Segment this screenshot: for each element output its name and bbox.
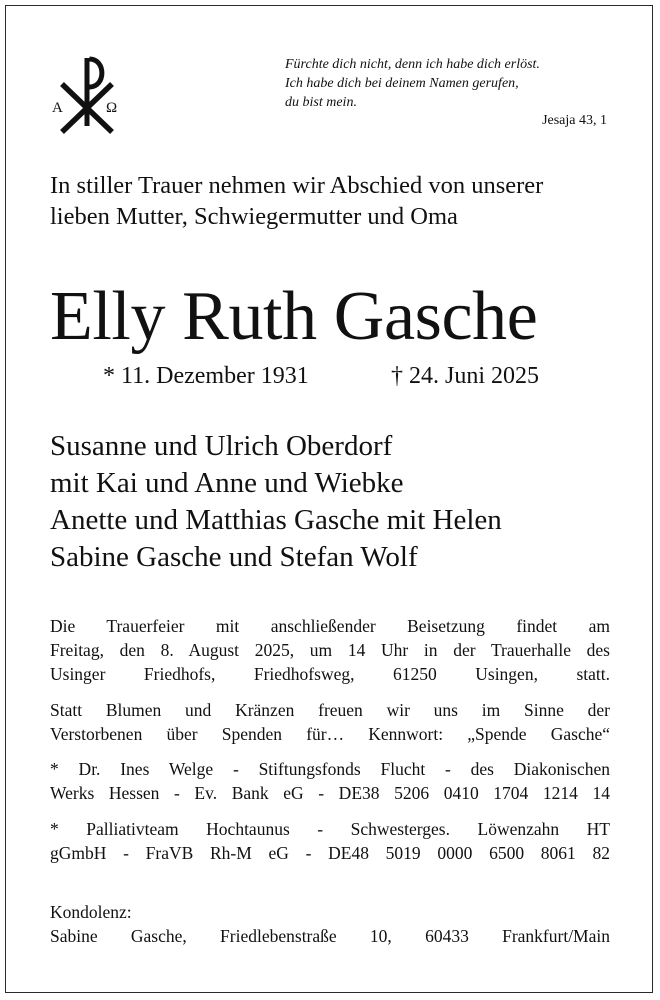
condolence-block [50, 900, 610, 948]
quote-reference: Jesaja 43, 1 [542, 113, 607, 128]
funeral-line: Die Trauerfeier mit anschließender Beisetzung findet am [50, 616, 610, 636]
alpha-glyph: A [52, 100, 63, 116]
intro-text [50, 170, 615, 232]
life-dates [0, 360, 660, 394]
bible-quote [285, 55, 615, 112]
quote-line: du bist mein. [285, 95, 357, 110]
family-line: Susanne und Ulrich Oberdorf [50, 430, 393, 462]
omega-glyph: Ω [106, 100, 118, 116]
quote-line: Ich habe dich bei deinem Namen gerufen, [285, 76, 519, 91]
donation-line: Verstorbenen über Spenden für… Kennwort: „Spende Gasche“ [50, 724, 610, 744]
deceased-name: Elly Ruth Gasche [50, 278, 538, 355]
chi-rho-icon [50, 54, 126, 134]
recipient-line: * Palliativteam Hochtaunus - Schwesterges. Löwenzahn HT [50, 819, 610, 839]
recipient-line: Werks Hessen - Ev. Bank eG - DE38 5206 0410 1704 1214 14 [50, 783, 610, 803]
funeral-line: Freitag, den 8. August 2025, um 14 Uhr in der Trauerhalle des [50, 640, 610, 660]
intro-line: lieben Mutter, Schwiegermutter und Oma [50, 203, 458, 230]
recipient-line: gGmbH - FraVB Rh-M eG - DE48 5019 0000 6500 8061 82 [50, 843, 610, 863]
funeral-info [50, 614, 610, 686]
donation-line: Statt Blumen und Kränzen freuen wir uns im Sinne der [50, 700, 610, 720]
quote-line: Fürchte dich nicht, denn ich habe dich erlöst. [285, 57, 540, 72]
intro-line: In stiller Trauer nehmen wir Abschied von unserer [50, 172, 544, 199]
birth-date: * 11. Dezember 1931 [103, 363, 309, 389]
funeral-line: Usinger Friedhofs, Friedhofsweg, 61250 Usingen, statt. [50, 664, 610, 684]
condolence-label: Kondolenz: [50, 902, 132, 922]
death-date: † 24. Juni 2025 [391, 363, 540, 389]
recipient-line: * Dr. Ines Welge - Stiftungsfonds Flucht - des Diakonischen [50, 759, 610, 779]
family-line: mit Kai und Anne und Wiebke [50, 467, 404, 499]
donation-info [50, 698, 610, 746]
donation-recipient-1 [50, 757, 610, 805]
family-line: Sabine Gasche und Stefan Wolf [50, 541, 418, 573]
family-line: Anette und Matthias Gasche mit Helen [50, 504, 502, 536]
family-list [50, 428, 610, 576]
condolence-address: Sabine Gasche, Friedlebenstraße 10, 60433 Frankfurt/Main [50, 926, 610, 946]
donation-recipient-2 [50, 817, 610, 865]
